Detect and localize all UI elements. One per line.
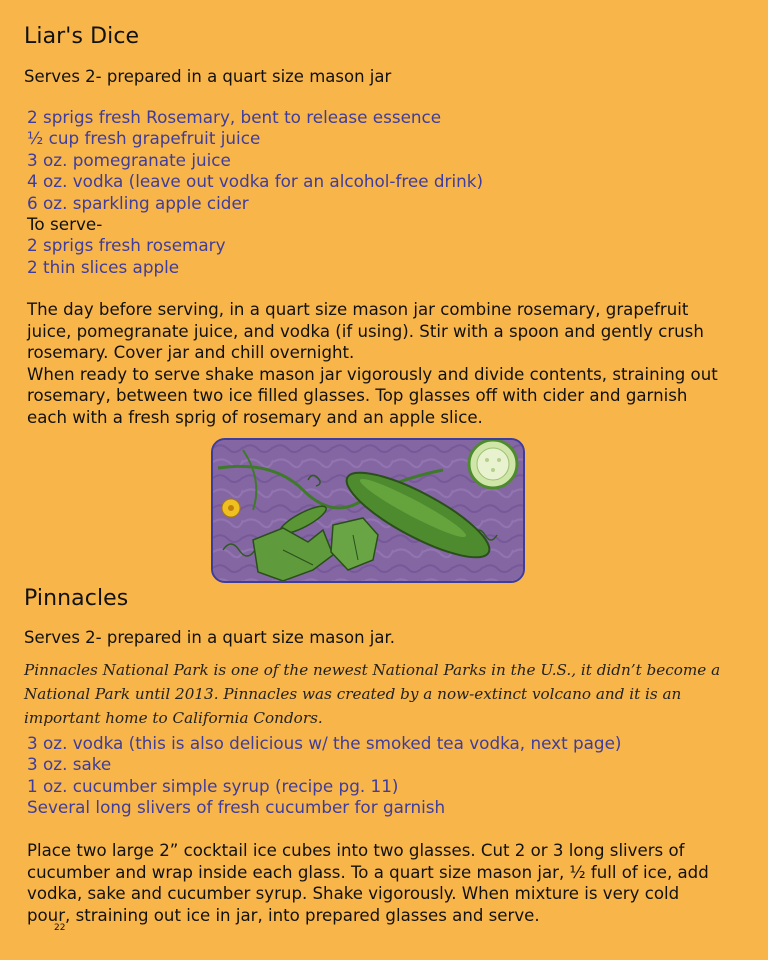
ingredient-item: Several long slivers of fresh cucumber for garnish xyxy=(27,797,446,818)
ingredient-item: ½ cup fresh grapefruit juice xyxy=(27,128,261,149)
ingredient-item: 6 oz. sparkling apple cider xyxy=(27,192,249,213)
recipe-title-pinnacles: Pinnacles xyxy=(24,586,129,611)
recipe-intro-pinnacles: Pinnacles National Park is one of the newest National Parks in the U.S., it didn’t become a National Park until 2013. Pinnacles was created by a now-extinct volcano and it is an important home to California Condors. xyxy=(24,661,721,727)
directions-pinnacles: Place two large 2” cocktail ice cubes into two glasses. Cut 2 or 3 long slivers of cucumber and wrap inside each glass. To a quart size mason jar, ½ full of ice, add vodka, sake and cucumber syrup. Shake vigorously. When mixture is very cold pour, straining out ice in jar, into prepared glasses and serve. xyxy=(27,841,709,925)
ingredient-list-pinnacles xyxy=(27,733,621,819)
to-serve-label: To serve- xyxy=(27,214,103,235)
cucumber-vine-illustration xyxy=(211,438,525,583)
recipe-title-liars-dice: Liar's Dice xyxy=(24,24,140,49)
recipe-serves-liars-dice: Serves 2- prepared in a quart size mason jar xyxy=(24,67,392,86)
ingredient-item: 3 oz. pomegranate juice xyxy=(27,149,231,170)
serve-item: 2 sprigs fresh rosemary xyxy=(27,235,226,256)
ingredient-item: 2 sprigs fresh Rosemary, bent to release essence xyxy=(27,107,442,127)
directions-paragraph: When ready to serve shake mason jar vigorously and divide contents, straining out rosemary, between two ice filled glasses. Top glasses off with cider and garnish each with a fresh sprig of rosemary and an apple slice. xyxy=(27,364,718,427)
directions-liars-dice xyxy=(27,299,727,429)
serve-item: 2 thin slices apple xyxy=(27,256,180,277)
cucumber-illustration-art xyxy=(213,440,523,581)
ingredient-item: 4 oz. vodka (leave out vodka for an alcohol-free drink) xyxy=(27,171,484,192)
recipe-serves-pinnacles: Serves 2- prepared in a quart size mason jar. xyxy=(24,628,395,647)
directions-paragraph: The day before serving, in a quart size mason jar combine rosemary, grapefruit juice, pomegranate juice, and vodka (if using). Stir with a spoon and gently crush rosemary. Cover jar and chill overnight. xyxy=(27,300,704,363)
ingredient-item: 1 oz. cucumber simple syrup (recipe pg. 11) xyxy=(27,775,399,796)
ingredient-list-liars-dice xyxy=(27,107,483,278)
ingredient-item: 3 oz. sake xyxy=(27,754,112,775)
ingredient-item: 3 oz. vodka (this is also delicious w/ the smoked tea vodka, next page) xyxy=(27,733,622,753)
page-number: 22 xyxy=(54,923,66,933)
